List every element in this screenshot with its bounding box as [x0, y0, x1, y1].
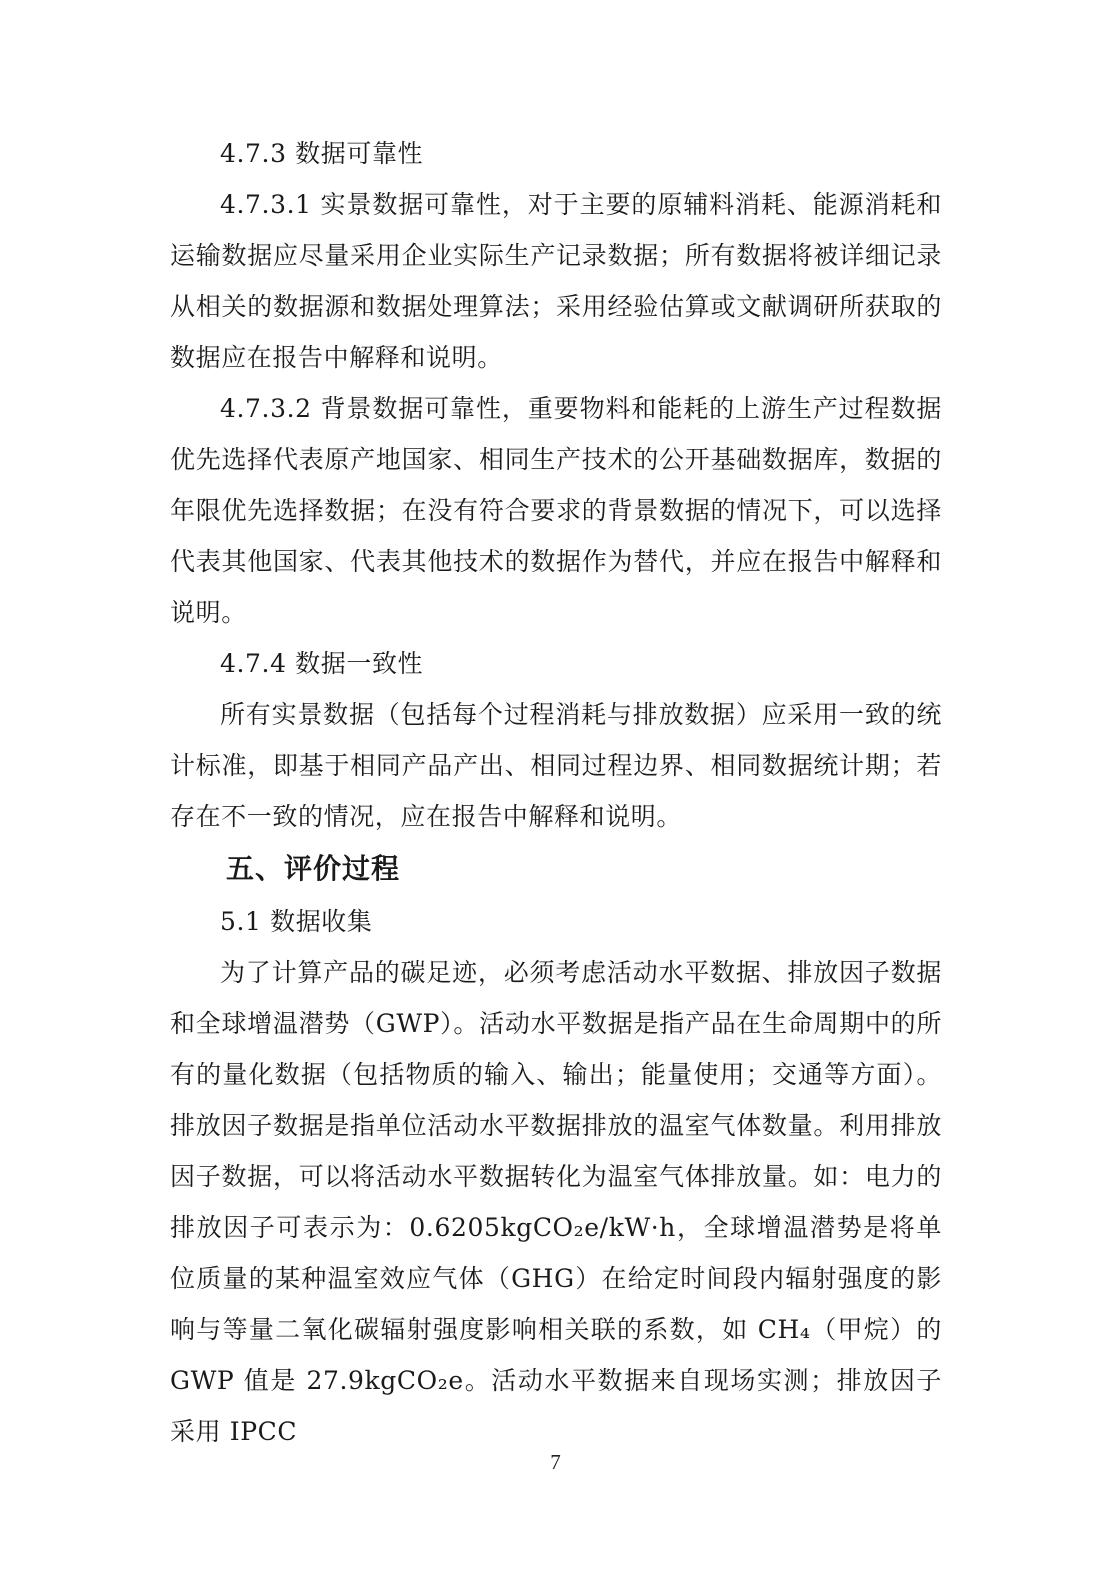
page-number: 7 [550, 1450, 561, 1474]
heading-4-7-4: 4.7.4 数据一致性 [220, 649, 424, 678]
document-page [170, 128, 951, 1457]
paragraph-5-1: 为了计算产品的碳足迹，必须考虑活动水平数据、排放因子数据和全球增温潜势（GWP）。活动水平数据是指产品在生命周期中的所有的量化数据（包括物质的输入、输出；能量使用；交通等方面）。排放因子数据是指单位活动水平数据排放的温室气体数量。利用排放因子数据，可以将活动水平数据转化为温室气体排放量。如：电力的排放因子可表示为：0.6205kgCO₂e/kW·h，全球增温潜势是将单位质量的某种温室效应气体（GHG）在给定时间段内辐射强度的影响与等量二氧化碳辐射强度影响相关联的系数，如 CH₄（甲烷）的 GWP 值是 27.9kgCO₂e。活动水平数据来自现场实测；排放因子采用 IPCC [170, 958, 951, 1446]
paragraph-4-7-3-2: 4.7.3.2 背景数据可靠性，重要物料和能耗的上游生产过程数据优先选择代表原产地国家、相同生产技术的公开基础数据库，数据的年限优先选择数据；在没有符合要求的背景数据的情况下，可以选择代表其他国家、代表其他技术的数据作为替代，并应在报告中解释和说明。 [170, 394, 942, 627]
section-5-title: 五、评价过程 [226, 852, 401, 885]
paragraph-4-7-4: 所有实景数据（包括每个过程消耗与排放数据）应采用一致的统计标准，即基于相同产品产出、相同过程边界、相同数据统计期；若存在不一致的情况，应在报告中解释和说明。 [170, 700, 942, 831]
heading-4-7-3: 4.7.3 数据可靠性 [220, 139, 424, 168]
heading-5-1: 5.1 数据收集 [220, 907, 373, 936]
paragraph-4-7-3-1: 4.7.3.1 实景数据可靠性，对于主要的原辅料消耗、能源消耗和运输数据应尽量采用企业实际生产记录数据；所有数据将被详细记录从相关的数据源和数据处理算法；采用经验估算或文献调研所获取的数据应在报告中解释和说明。 [170, 190, 942, 372]
